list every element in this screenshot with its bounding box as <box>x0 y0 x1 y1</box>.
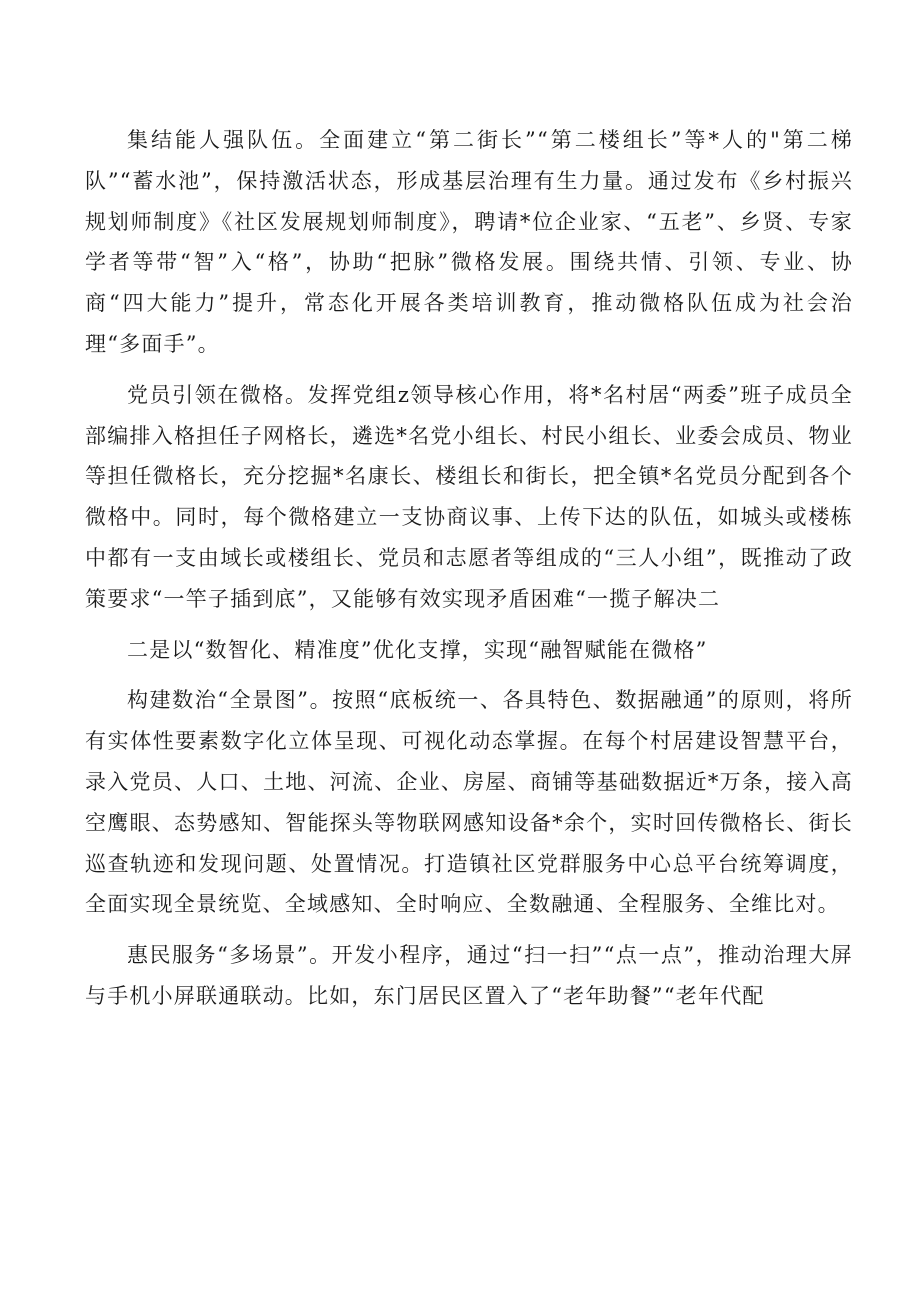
document-body <box>85 120 853 1017</box>
paragraph-service-scenes: 惠民服务“多场景”。开发小程序，通过“扫一扫”“点一点”，推动治理大屏与手机小屏联通联动。比如，东门居民区置入了“老年助餐”“老年代配 <box>85 943 853 1008</box>
paragraph-party-leadership: 党员引领在微格。发挥党组z领导核心作用，将*名村居“两委”班子成员全部编排入格担任子网格长，遴选*名党小组长、村民小组长、业委会成员、物业等担任微格长，充分挖掘*名康长、楼组长和街长，把全镇*名党员分配到各个微格中。同时，每个微格建立一支协商议事、上传下达的队伍，如城头或楼栋中都有一支由域长或楼组长、党员和志愿者等组成的“三人小组”，既推动了政策要求“一竿子插到底”，又能够有效实现矛盾困难“一揽子解决二 <box>85 382 853 611</box>
paragraph-team-building: 集结能人强队伍。全面建立“第二街长”“第二楼组长”等*人的"第二梯队”“蓄水池”，保持激活状态，形成基层治理有生力量。通过发布《乡村振兴规划师制度》《社区发展规划师制度》，聘请*位企业家、“五老”、乡贤、专家学者等带“智”入“格”，协助“把脉”微格发展。围绕共情、引领、专业、协商“四大能力”提升，常态化开展各类培训教育，推动微格队伍成为社会治理“多面手”。 <box>85 128 853 356</box>
section-heading-digital-support: 二是以“数智化、精准度”优化支撑，实现“融智赋能在微格” <box>127 637 708 662</box>
paragraph-panorama-map: 构建数治“全景图”。按照“底板统一、各具特色、数据融通”的原则，将所有实体性要素数字化立体呈现、可视化动态掌握。在每个村居建设智慧平台，录入党员、人口、土地、河流、企业、房屋、商铺等基础数据近*万条，接入高空鹰眼、态势感知、智能探头等物联网感知设备*余个，实时回传微格长、街长巡查轨迹和发现问题、处置情况。打造镇社区党群服务中心总平台统筹调度，全面实现全景统览、全域感知、全时响应、全数融通、全程服务、全维比对。 <box>85 688 853 917</box>
